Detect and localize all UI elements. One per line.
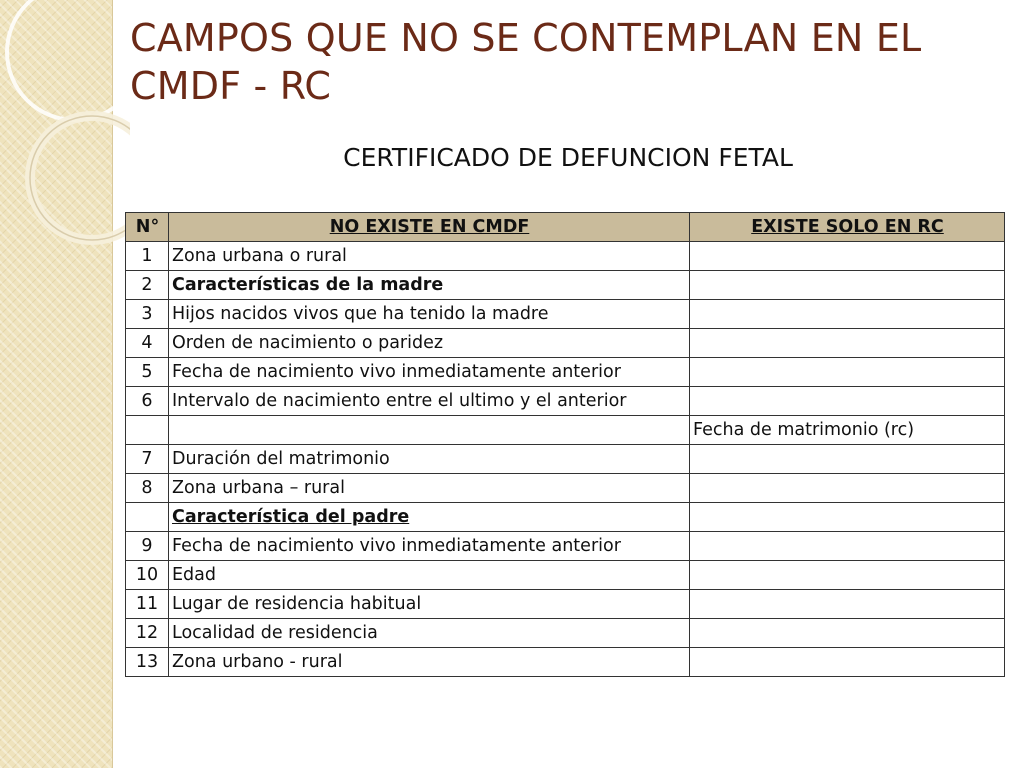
header-num: N°	[126, 213, 169, 242]
row-number: 13	[126, 648, 169, 677]
no-existe-cmdf-cell: Intervalo de nacimiento entre el ultimo y el anterior	[169, 387, 690, 416]
no-existe-cmdf-cell: Orden de nacimiento o paridez	[169, 329, 690, 358]
existe-solo-rc-cell	[690, 648, 1005, 677]
row-number: 12	[126, 619, 169, 648]
no-existe-cmdf-cell: Zona urbana o rural	[169, 242, 690, 271]
table-row	[126, 300, 1005, 329]
row-number: 3	[126, 300, 169, 329]
slide-title: CAMPOS QUE NO SE CONTEMPLAN EN EL CMDF - RC	[130, 16, 922, 108]
row-number	[126, 416, 169, 445]
no-existe-cmdf-cell: Característica del padre	[169, 503, 690, 532]
no-existe-cmdf-cell: Lugar de residencia habitual	[169, 590, 690, 619]
row-number: 9	[126, 532, 169, 561]
existe-solo-rc-cell	[690, 242, 1005, 271]
header-existe-solo-rc: EXISTE SOLO EN RC	[690, 213, 1005, 242]
existe-solo-rc-cell	[690, 503, 1005, 532]
row-number: 6	[126, 387, 169, 416]
table-row	[126, 358, 1005, 387]
table-row	[126, 474, 1005, 503]
existe-solo-rc-cell	[690, 590, 1005, 619]
no-existe-cmdf-cell	[169, 416, 690, 445]
table-row	[126, 445, 1005, 474]
row-number: 11	[126, 590, 169, 619]
table-row	[126, 271, 1005, 300]
existe-solo-rc-cell	[690, 474, 1005, 503]
table-row	[126, 561, 1005, 590]
slide-subtitle: CERTIFICADO DE DEFUNCION FETAL	[343, 143, 793, 172]
row-number: 8	[126, 474, 169, 503]
row-number: 5	[126, 358, 169, 387]
table-row	[126, 416, 1005, 445]
table-row	[126, 329, 1005, 358]
no-existe-cmdf-cell: Zona urbana – rural	[169, 474, 690, 503]
existe-solo-rc-cell	[690, 387, 1005, 416]
table-row	[126, 619, 1005, 648]
table-row	[126, 648, 1005, 677]
row-number	[126, 503, 169, 532]
row-number: 10	[126, 561, 169, 590]
table-row	[126, 532, 1005, 561]
existe-solo-rc-cell	[690, 329, 1005, 358]
existe-solo-rc-cell	[690, 300, 1005, 329]
no-existe-cmdf-cell: Edad	[169, 561, 690, 590]
no-existe-cmdf-cell: Fecha de nacimiento vivo inmediatamente anterior	[169, 358, 690, 387]
row-number: 4	[126, 329, 169, 358]
table-body	[126, 242, 1005, 677]
existe-solo-rc-cell	[690, 271, 1005, 300]
existe-solo-rc-cell	[690, 445, 1005, 474]
header-no-existe-cmdf: NO EXISTE EN CMDF	[169, 213, 690, 242]
decorative-rings	[0, 0, 130, 250]
row-number: 7	[126, 445, 169, 474]
existe-solo-rc-cell: Fecha de matrimonio (rc)	[690, 416, 1005, 445]
table-row	[126, 590, 1005, 619]
existe-solo-rc-cell	[690, 619, 1005, 648]
no-existe-cmdf-cell: Zona urbano - rural	[169, 648, 690, 677]
table-row	[126, 387, 1005, 416]
fields-table	[125, 212, 1005, 677]
no-existe-cmdf-cell: Hijos nacidos vivos que ha tenido la madre	[169, 300, 690, 329]
no-existe-cmdf-cell: Características de la madre	[169, 271, 690, 300]
no-existe-cmdf-cell: Fecha de nacimiento vivo inmediatamente anterior	[169, 532, 690, 561]
existe-solo-rc-cell	[690, 561, 1005, 590]
no-existe-cmdf-cell: Duración del matrimonio	[169, 445, 690, 474]
existe-solo-rc-cell	[690, 358, 1005, 387]
table-row	[126, 503, 1005, 532]
table-row	[126, 242, 1005, 271]
no-existe-cmdf-cell: Localidad de residencia	[169, 619, 690, 648]
existe-solo-rc-cell	[690, 532, 1005, 561]
row-number: 1	[126, 242, 169, 271]
row-number: 2	[126, 271, 169, 300]
table-header-row	[126, 213, 1005, 242]
